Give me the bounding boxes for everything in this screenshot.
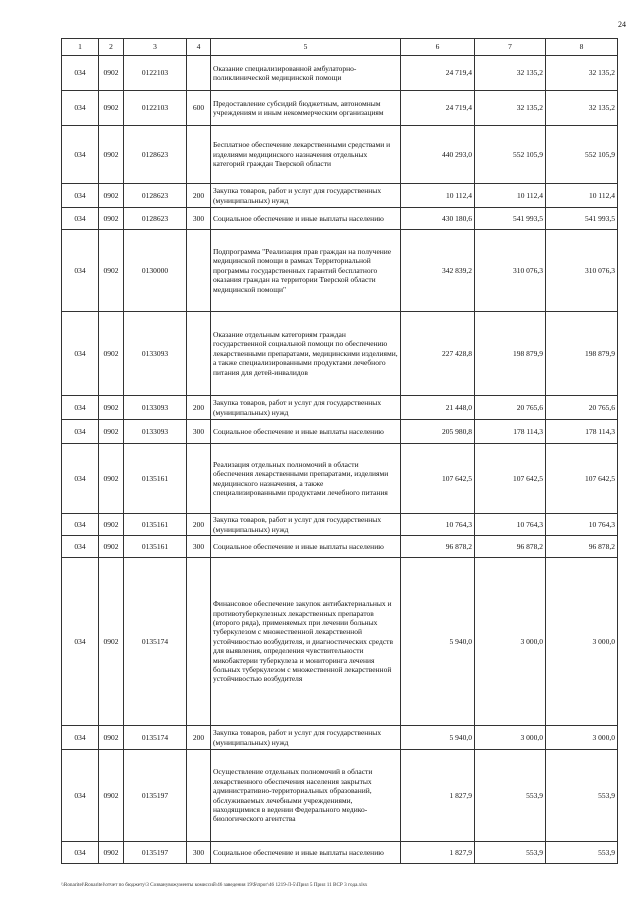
target-code-cell: 0122103 (124, 56, 187, 91)
header-cell: 1 (62, 39, 99, 56)
amount-col6-cell: 440 293,0 (401, 126, 475, 184)
description-cell: Оказание отдельным категориям граждан государственной социальной помощи по обеспечению лекарственными препаратами, медицинскими изделиями, а также специализированными продуктами лечебного питания для детей-инвалидов (211, 312, 401, 396)
expense-type-cell: 200 (187, 726, 211, 750)
amount-col8-cell: 553,9 (546, 842, 618, 864)
table-row (62, 444, 618, 514)
budget-table (61, 38, 618, 864)
description-cell: Финансовое обеспечение закупок антибактериальных и противотуберкулезных лекарственных препаратов (второго ряда), применяемых при лечении больных туберкулезом с множественной лекарственной устойчивостью возбудителя, и диагностических средств для выявления, определения чувствительности микобактерии туберкулеза и мониторинга лечения больных туберкулезом с множественной лекарственной устойчивостью возбудителя (211, 558, 401, 726)
header-cell: 2 (99, 39, 124, 56)
amount-col8-cell: 107 642,5 (546, 444, 618, 514)
header-cell: 8 (546, 39, 618, 56)
ministry-code-cell: 034 (62, 312, 99, 396)
ministry-code-cell: 034 (62, 536, 99, 558)
amount-col6-cell: 96 878,2 (401, 536, 475, 558)
amount-col8-cell: 541 993,5 (546, 208, 618, 230)
amount-col8-cell: 310 076,3 (546, 230, 618, 312)
amount-col6-cell: 205 980,8 (401, 420, 475, 444)
amount-col8-cell: 20 765,6 (546, 396, 618, 420)
table-row (62, 184, 618, 208)
amount-col7-cell: 10 112,4 (475, 184, 546, 208)
expense-type-cell (187, 750, 211, 842)
expense-type-cell: 600 (187, 91, 211, 126)
ministry-code-cell: 034 (62, 514, 99, 536)
target-code-cell: 0133093 (124, 396, 187, 420)
amount-col8-cell: 552 105,9 (546, 126, 618, 184)
section-code-cell: 0902 (99, 558, 124, 726)
description-cell: Реализация отдельных полномочий в области обеспечения лекарственными препаратами, изделиями медицинского назначения, а также специализированными продуктами лечебного питания (211, 444, 401, 514)
amount-col6-cell: 5 940,0 (401, 558, 475, 726)
amount-col6-cell: 5 940,0 (401, 726, 475, 750)
amount-col7-cell: 198 879,9 (475, 312, 546, 396)
amount-col6-cell: 107 642,5 (401, 444, 475, 514)
description-cell: Закупка товаров, работ и услуг для государственных (муниципальных) нужд (211, 514, 401, 536)
section-code-cell: 0902 (99, 208, 124, 230)
target-code-cell: 0135161 (124, 444, 187, 514)
section-code-cell: 0902 (99, 126, 124, 184)
section-code-cell: 0902 (99, 842, 124, 864)
amount-col7-cell: 310 076,3 (475, 230, 546, 312)
ministry-code-cell: 034 (62, 420, 99, 444)
ministry-code-cell: 034 (62, 750, 99, 842)
description-cell: Бесплатное обеспечение лекарственными средствами и изделиями медицинского назначения отдельных категорий граждан Тверской области (211, 126, 401, 184)
expense-type-cell (187, 126, 211, 184)
amount-col8-cell: 3 000,0 (546, 558, 618, 726)
expense-type-cell: 200 (187, 396, 211, 420)
target-code-cell: 0135197 (124, 750, 187, 842)
description-cell: Предоставление субсидий бюджетным, автономным учреждениям и иным некоммерческим организациям (211, 91, 401, 126)
ministry-code-cell: 034 (62, 56, 99, 91)
amount-col6-cell: 24 719,4 (401, 56, 475, 91)
section-code-cell: 0902 (99, 420, 124, 444)
ministry-code-cell: 034 (62, 184, 99, 208)
expense-type-cell: 200 (187, 184, 211, 208)
amount-col7-cell: 552 105,9 (475, 126, 546, 184)
amount-col8-cell: 553,9 (546, 750, 618, 842)
target-code-cell: 0122103 (124, 91, 187, 126)
ministry-code-cell: 034 (62, 126, 99, 184)
amount-col8-cell: 32 135,2 (546, 91, 618, 126)
expense-type-cell: 300 (187, 536, 211, 558)
amount-col8-cell: 178 114,3 (546, 420, 618, 444)
amount-col7-cell: 96 878,2 (475, 536, 546, 558)
table-row (62, 514, 618, 536)
expense-type-cell (187, 312, 211, 396)
table-row (62, 91, 618, 126)
amount-col7-cell: 107 642,5 (475, 444, 546, 514)
header-cell: 6 (401, 39, 475, 56)
section-code-cell: 0902 (99, 536, 124, 558)
amount-col6-cell: 10 112,4 (401, 184, 475, 208)
table-row (62, 126, 618, 184)
ministry-code-cell: 034 (62, 396, 99, 420)
ministry-code-cell: 034 (62, 842, 99, 864)
header-cell: 3 (124, 39, 187, 56)
amount-col6-cell: 1 827,9 (401, 750, 475, 842)
target-code-cell: 0135197 (124, 842, 187, 864)
page-number: 24 (618, 20, 626, 29)
expense-type-cell (187, 56, 211, 91)
description-cell: Оказание специализированной амбулаторно-поликлинической медицинской помощи (211, 56, 401, 91)
section-code-cell: 0902 (99, 184, 124, 208)
amount-col8-cell: 10 112,4 (546, 184, 618, 208)
description-cell: Социальное обеспечение и иные выплаты населению (211, 420, 401, 444)
amount-col6-cell: 24 719,4 (401, 91, 475, 126)
table-row (62, 842, 618, 864)
expense-type-cell: 300 (187, 420, 211, 444)
amount-col8-cell: 198 879,9 (546, 312, 618, 396)
amount-col7-cell: 32 135,2 (475, 56, 546, 91)
ministry-code-cell: 034 (62, 230, 99, 312)
amount-col7-cell: 178 114,3 (475, 420, 546, 444)
header-cell: 7 (475, 39, 546, 56)
ministry-code-cell: 034 (62, 444, 99, 514)
target-code-cell: 0133093 (124, 420, 187, 444)
ministry-code-cell: 034 (62, 726, 99, 750)
table-row (62, 558, 618, 726)
section-code-cell: 0902 (99, 444, 124, 514)
description-cell: Закупка товаров, работ и услуг для государственных (муниципальных) нужд (211, 184, 401, 208)
table-row (62, 208, 618, 230)
table-row (62, 420, 618, 444)
description-cell: Социальное обеспечение и иные выплаты населению (211, 208, 401, 230)
section-code-cell: 0902 (99, 750, 124, 842)
target-code-cell: 0135161 (124, 536, 187, 558)
amount-col7-cell: 553,9 (475, 842, 546, 864)
description-cell: Подпрограмма "Реализация прав граждан на получение медицинской помощи в рамках Территориальной программы государственных гарантий бесплатного оказания граждан на территории Тверской области медицинской помощи" (211, 230, 401, 312)
description-cell: Закупка товаров, работ и услуг для государственных (муниципальных) нужд (211, 726, 401, 750)
target-code-cell: 0128623 (124, 184, 187, 208)
section-code-cell: 0902 (99, 312, 124, 396)
section-code-cell: 0902 (99, 514, 124, 536)
ministry-code-cell: 034 (62, 558, 99, 726)
section-code-cell: 0902 (99, 91, 124, 126)
table-row (62, 536, 618, 558)
expense-type-cell (187, 558, 211, 726)
amount-col6-cell: 1 827,9 (401, 842, 475, 864)
target-code-cell: 0128623 (124, 208, 187, 230)
amount-col6-cell: 10 764,3 (401, 514, 475, 536)
header-cell: 5 (211, 39, 401, 56)
description-cell: Закупка товаров, работ и услуг для государственных (муниципальных) нужд (211, 396, 401, 420)
target-code-cell: 0133093 (124, 312, 187, 396)
section-code-cell: 0902 (99, 726, 124, 750)
amount-col8-cell: 10 764,3 (546, 514, 618, 536)
ministry-code-cell: 034 (62, 208, 99, 230)
amount-col7-cell: 3 000,0 (475, 726, 546, 750)
table-row (62, 312, 618, 396)
description-cell: Социальное обеспечение и иные выплаты населению (211, 842, 401, 864)
section-code-cell: 0902 (99, 230, 124, 312)
target-code-cell: 0130000 (124, 230, 187, 312)
expense-type-cell: 200 (187, 514, 211, 536)
amount-col8-cell: 3 000,0 (546, 726, 618, 750)
table-row (62, 396, 618, 420)
amount-col7-cell: 3 000,0 (475, 558, 546, 726)
amount-col6-cell: 342 839,2 (401, 230, 475, 312)
expense-type-cell (187, 230, 211, 312)
amount-col6-cell: 227 428,8 (401, 312, 475, 396)
description-cell: Осуществление отдельных полномочий в области лекарственного обеспечения населения закрытых административно-территориальных образований, обслуживаемых лечебными учреждениями, находящимися в ведении Федерального медико-биологического агентства (211, 750, 401, 842)
file-path-footer: \\Ronaritel\Ronaritel\отчет по бюджету\3 Созванувожументы комиссий\46 заведения 19\$\прог\46 1219-Л-5\Прил 5 Прил 11 ВСР 3 года.xlsx (61, 882, 368, 888)
section-code-cell: 0902 (99, 396, 124, 420)
header-row (62, 39, 618, 56)
amount-col7-cell: 10 764,3 (475, 514, 546, 536)
expense-type-cell: 300 (187, 842, 211, 864)
amount-col7-cell: 553,9 (475, 750, 546, 842)
table-row (62, 726, 618, 750)
amount-col6-cell: 430 180,6 (401, 208, 475, 230)
section-code-cell: 0902 (99, 56, 124, 91)
amount-col8-cell: 96 878,2 (546, 536, 618, 558)
amount-col7-cell: 20 765,6 (475, 396, 546, 420)
target-code-cell: 0135174 (124, 726, 187, 750)
table-row (62, 230, 618, 312)
table-row (62, 750, 618, 842)
header-cell: 4 (187, 39, 211, 56)
expense-type-cell: 300 (187, 208, 211, 230)
amount-col7-cell: 32 135,2 (475, 91, 546, 126)
expense-type-cell (187, 444, 211, 514)
ministry-code-cell: 034 (62, 91, 99, 126)
target-code-cell: 0135161 (124, 514, 187, 536)
target-code-cell: 0135174 (124, 558, 187, 726)
amount-col7-cell: 541 993,5 (475, 208, 546, 230)
target-code-cell: 0128623 (124, 126, 187, 184)
table-body (62, 39, 618, 864)
amount-col6-cell: 21 448,0 (401, 396, 475, 420)
table-row (62, 56, 618, 91)
description-cell: Социальное обеспечение и иные выплаты населению (211, 536, 401, 558)
amount-col8-cell: 32 135,2 (546, 56, 618, 91)
